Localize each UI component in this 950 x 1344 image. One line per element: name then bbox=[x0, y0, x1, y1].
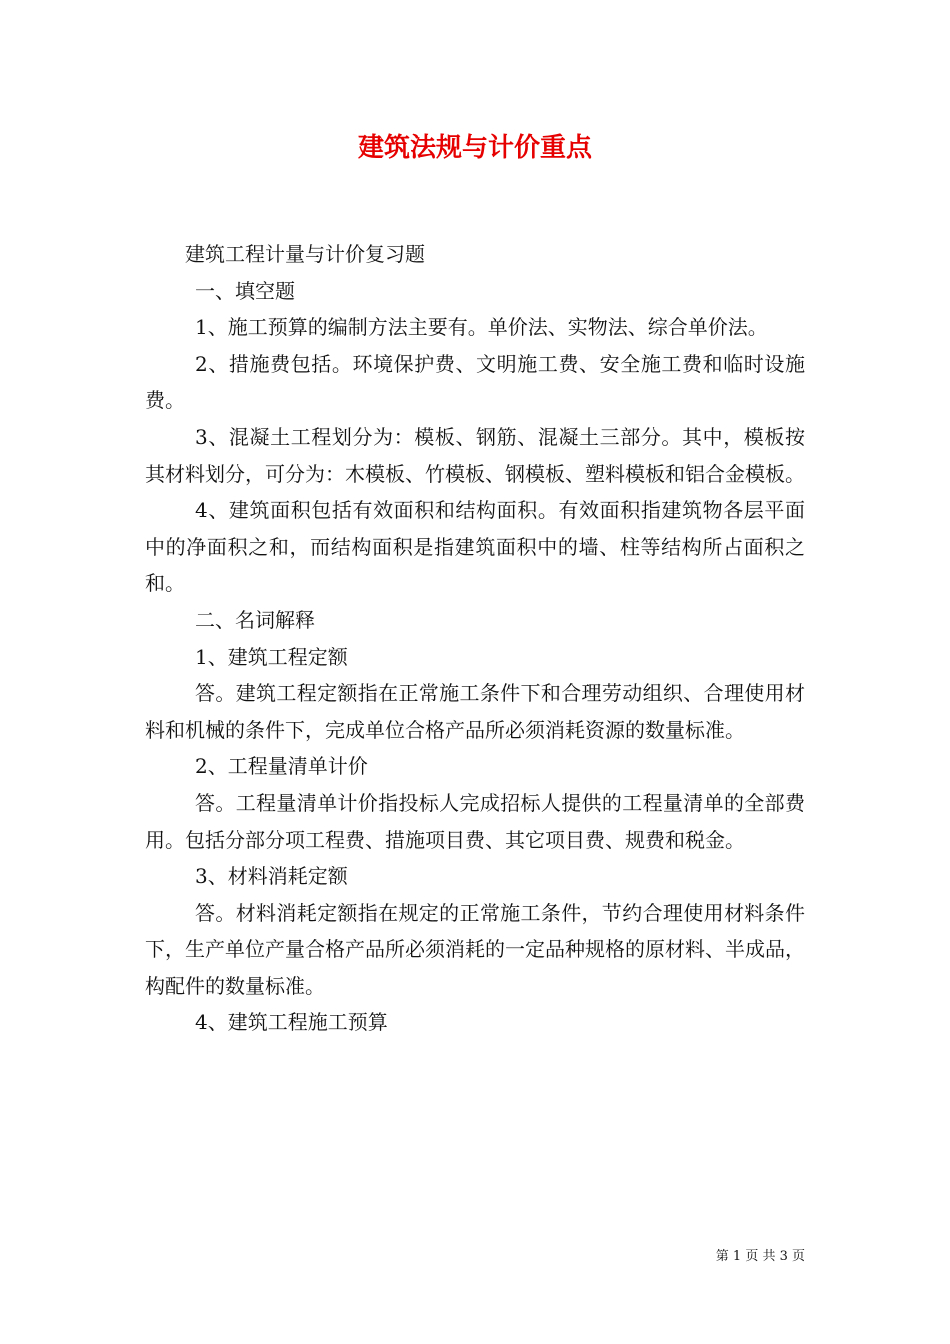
page-number: 第 1 页 共 3 页 bbox=[715, 1249, 805, 1264]
term-heading: 4、建筑工程施工预算 bbox=[195, 1010, 388, 1035]
term-heading: 3、材料消耗定额 bbox=[195, 864, 348, 889]
question-item: 1、施工预算的编制方法主要有。单价法、实物法、综合单价法。 bbox=[195, 315, 768, 340]
term-answer: 答。材料消耗定额指在规定的正常施工条件，节约合理使用材料条件下，生产单位产量合格产品所必须消耗的一定品种规格的原材料、半成品，构配件的数量标准。 bbox=[145, 900, 805, 998]
term-answer: 答。工程量清单计价指投标人完成招标人提供的工程量清单的全部费用。包括分部分项工程费、措施项目费、其它项目费、规费和税金。 bbox=[145, 790, 805, 852]
document-body bbox=[145, 236, 805, 1041]
question-item: 4、建筑面积包括有效面积和结构面积。有效面积指建筑物各层平面中的净面积之和，而结构面积是指建筑面积中的墙、柱等结构所占面积之和。 bbox=[145, 498, 805, 596]
question-item: 2、措施费包括。环境保护费、文明施工费、安全施工费和临时设施费。 bbox=[145, 351, 805, 413]
term-heading: 2、工程量清单计价 bbox=[195, 754, 368, 779]
term-heading: 1、建筑工程定额 bbox=[195, 644, 348, 669]
document-title: 建筑法规与计价重点 bbox=[357, 133, 592, 163]
question-item: 3、混凝土工程划分为：模板、钢筋、混凝土三部分。其中，模板按其材料划分，可分为：木模板、竹模板、钢模板、塑料模板和铝合金模板。 bbox=[145, 424, 805, 486]
term-answer: 答。建筑工程定额指在正常施工条件下和合理劳动组织、合理使用材料和机械的条件下，完成单位合格产品所必须消耗资源的数量标准。 bbox=[145, 681, 805, 742]
section-heading: 建筑工程计量与计价复习题 bbox=[185, 242, 425, 266]
section-heading-fill-blank: 一、填空题 bbox=[195, 278, 295, 303]
section-heading-terms: 二、名词解释 bbox=[195, 607, 315, 632]
